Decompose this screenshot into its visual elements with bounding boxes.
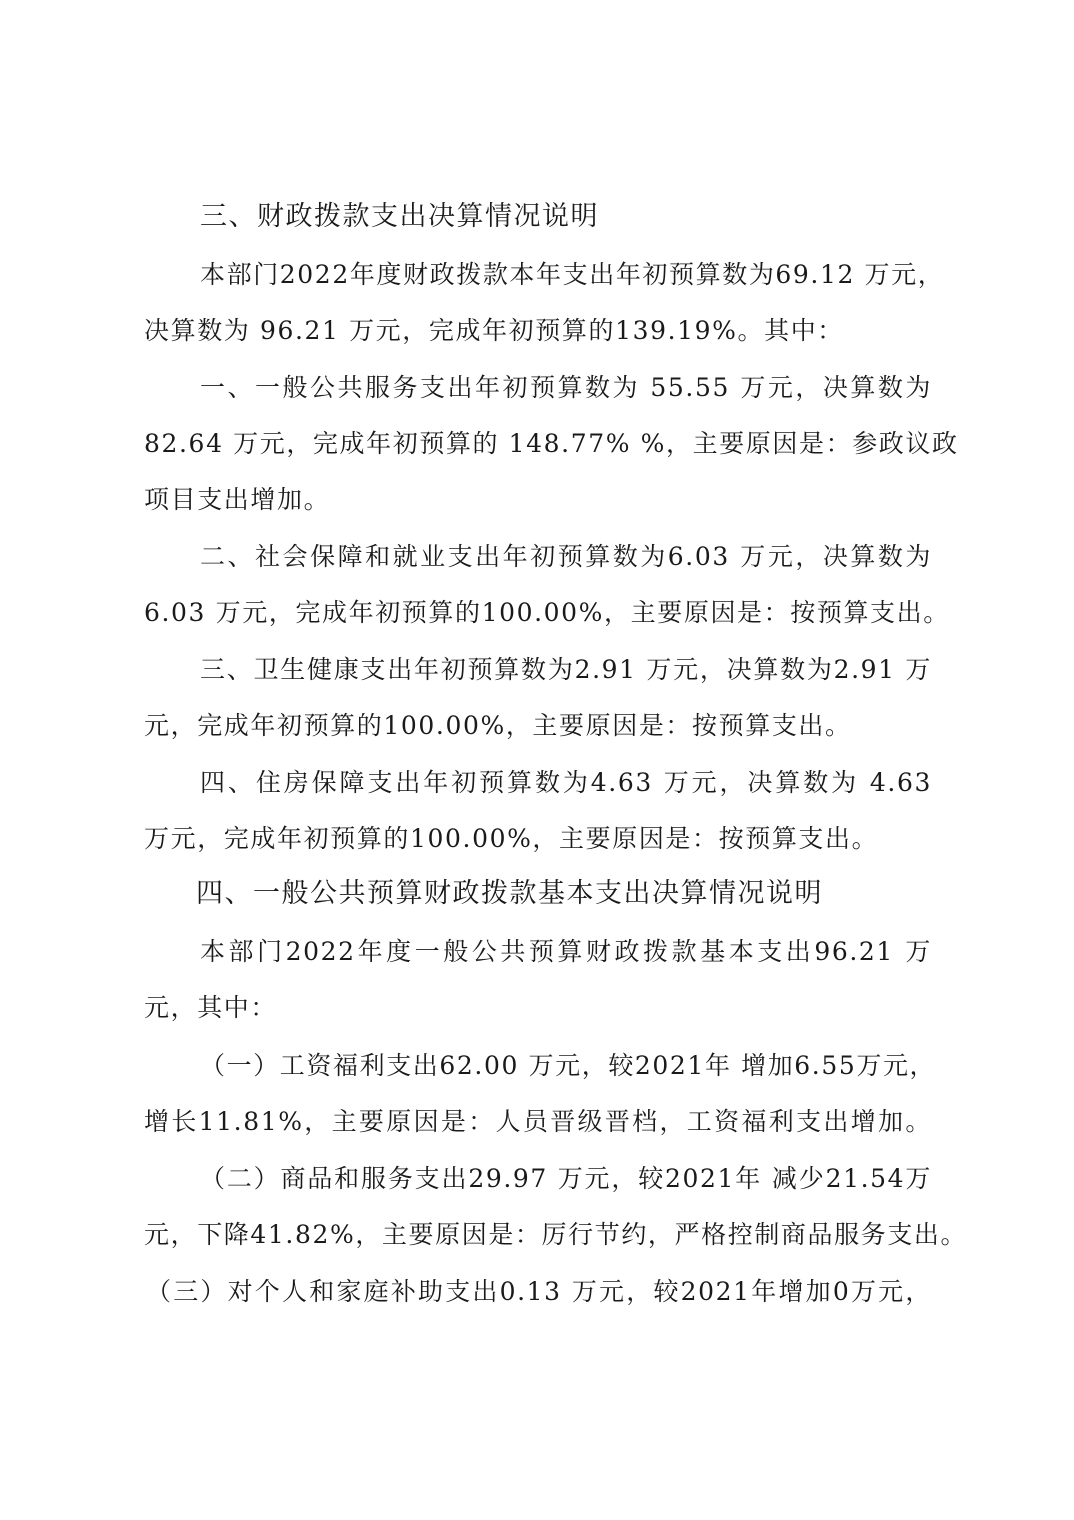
section-4-item-2-line: 元，下降41.82%，主要原因是：厉行节约，严格控制商品服务支出。 (144, 1220, 968, 1249)
section-4-paragraph-line: 元，其中： (144, 993, 278, 1022)
section-3-paragraph-line: 本部门2022年度财政拨款本年支出年初预算数为69.12 万元， (200, 260, 945, 289)
section-3-item-1-line: 项目支出增加。 (144, 485, 331, 514)
section-3-item-1-line: 82.64 万元，完成年初预算的 148.77% %，主要原因是：参政议政 (144, 429, 959, 458)
section-4-paragraph-line: 本部门2022年度一般公共预算财政拨款基本支出96.21 万 (200, 937, 932, 966)
section-3-item-4-line: 万元，完成年初预算的100.00%，主要原因是：按预算支出。 (144, 824, 879, 853)
section-3-heading: 三、财政拨款支出决算情况说明 (200, 201, 599, 232)
section-3-item-3-line: 三、卫生健康支出年初预算数为2.91 万元，决算数为2.91 万 (200, 655, 932, 684)
section-4-item-3-line: （三）对个人和家庭补助支出0.13 万元，较2021年增加0万元， (146, 1277, 932, 1306)
section-3-item-2-line: 6.03 万元，完成年初预算的100.00%，主要原因是：按预算支出。 (144, 598, 950, 627)
section-4-item-1-line: 增长11.81%，主要原因是：人员晋级晋档，工资福利支出增加。 (144, 1107, 932, 1136)
section-3-paragraph-line: 决算数为 96.21 万元，完成年初预算的139.19%。其中： (144, 316, 844, 345)
section-4-item-1-line: （一）工资福利支出62.00 万元，较2021年 增加6.55万元， (200, 1051, 937, 1080)
section-3-item-4-line: 四、住房保障支出年初预算数为4.63 万元，决算数为 4.63 (200, 768, 932, 797)
section-3-item-3-line: 元，完成年初预算的100.00%，主要原因是：按预算支出。 (144, 711, 852, 740)
section-3-item-2-line: 二、社会保障和就业支出年初预算数为6.03 万元，决算数为 (200, 542, 932, 571)
section-4-heading: 四、一般公共预算财政拨款基本支出决算情况说明 (196, 878, 823, 909)
section-3-item-1-line: 一、一般公共服务支出年初预算数为 55.55 万元，决算数为 (200, 373, 932, 402)
section-4-item-2-line: （二）商品和服务支出29.97 万元，较2021年 减少21.54万 (200, 1164, 932, 1193)
